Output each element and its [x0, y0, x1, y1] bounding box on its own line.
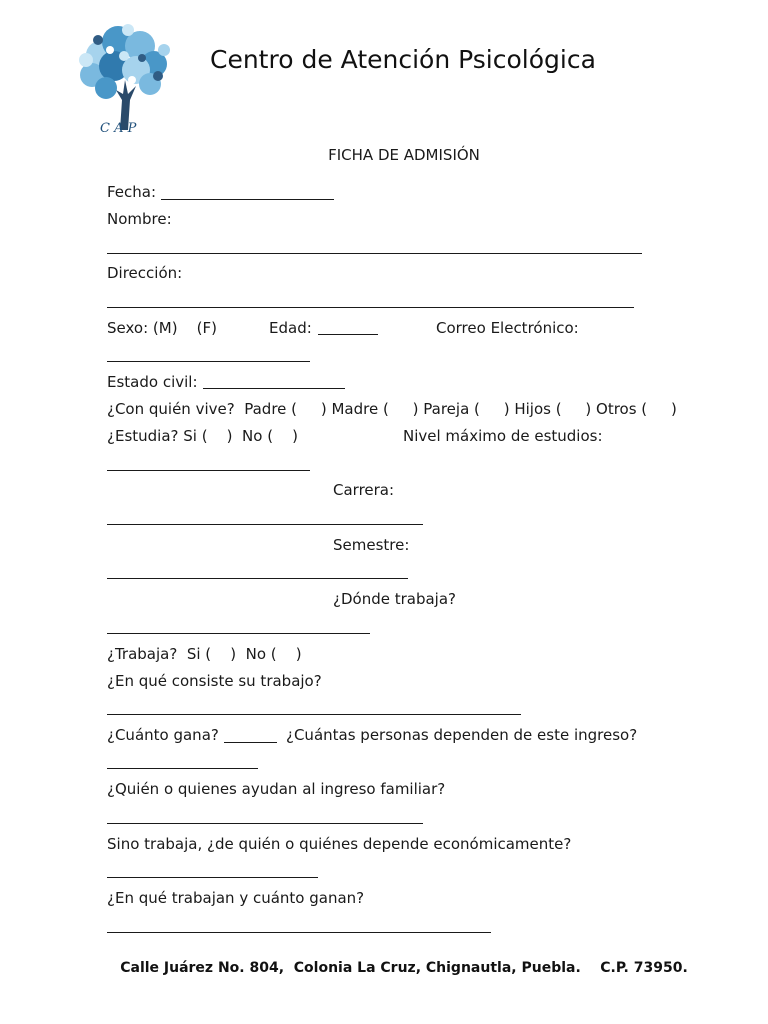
edad-label: Edad:	[269, 319, 317, 337]
carrera-line[interactable]	[107, 524, 423, 525]
logo-initials: C A P	[100, 121, 137, 136]
correo-label: Correo Electrónico:	[436, 319, 579, 337]
consiste-trabajo-line[interactable]	[107, 714, 521, 715]
trabaja-label: ¿Trabaja? Si ( ) No ( )	[107, 645, 302, 663]
estado-civil-line[interactable]	[203, 388, 345, 389]
donde-trabaja-label: ¿Dónde trabaja?	[333, 590, 456, 608]
sino-trabaja-line[interactable]	[107, 877, 318, 878]
cuanto-gana-label: ¿Cuánto gana?	[107, 726, 224, 744]
sino-trabaja-label: Sino trabaja, ¿de quién o quiénes depende económicamente?	[107, 835, 572, 853]
donde-trabaja-line[interactable]	[107, 633, 370, 634]
con-quien-vive: ¿Con quién vive? Padre ( ) Madre ( ) Pareja ( ) Hijos ( ) Otros ( )	[107, 400, 677, 418]
estudia-label: ¿Estudia? Si ( ) No ( )	[107, 427, 298, 445]
quien-ayuda-line[interactable]	[107, 823, 423, 824]
form-title: FICHA DE ADMISIÓN	[328, 146, 480, 164]
tree-logo-icon	[70, 20, 176, 138]
cuantas-personas-label: ¿Cuántas personas dependen de este ingreso?	[286, 726, 638, 744]
org-name: Centro de Atención Psicológica	[210, 45, 596, 74]
consiste-trabajo-label: ¿En qué consiste su trabajo?	[107, 672, 322, 690]
semestre-label: Semestre:	[333, 536, 410, 554]
carrera-label: Carrera:	[333, 481, 395, 499]
quien-ayuda-label: ¿Quién o quienes ayudan al ingreso familiar?	[107, 780, 446, 798]
cuantas-personas-line[interactable]	[107, 768, 258, 769]
correo-line[interactable]	[107, 361, 310, 362]
nivel-estudios-label: Nivel máximo de estudios:	[403, 427, 603, 445]
nivel-estudios-line[interactable]	[107, 470, 310, 471]
semestre-line[interactable]	[107, 578, 408, 579]
tree-logo	[70, 20, 176, 138]
en-que-trabajan-line[interactable]	[107, 932, 491, 933]
sexo-label: Sexo: (M) (F)	[107, 319, 217, 337]
edad-line[interactable]	[318, 334, 378, 335]
cuanto-gana-line[interactable]	[224, 742, 277, 743]
direccion-line[interactable]	[107, 307, 634, 308]
footer-address: Calle Juárez No. 804, Colonia La Cruz, Chignautla, Puebla. C.P. 73950.	[120, 960, 688, 976]
fecha-label: Fecha:	[107, 183, 161, 201]
nombre-line[interactable]	[107, 253, 642, 254]
direccion-label: Dirección:	[107, 264, 183, 282]
estado-civil-label: Estado civil:	[107, 373, 203, 391]
nombre-label: Nombre:	[107, 210, 172, 228]
en-que-trabajan-label: ¿En qué trabajan y cuánto ganan?	[107, 889, 365, 907]
fecha-line[interactable]	[161, 199, 334, 200]
